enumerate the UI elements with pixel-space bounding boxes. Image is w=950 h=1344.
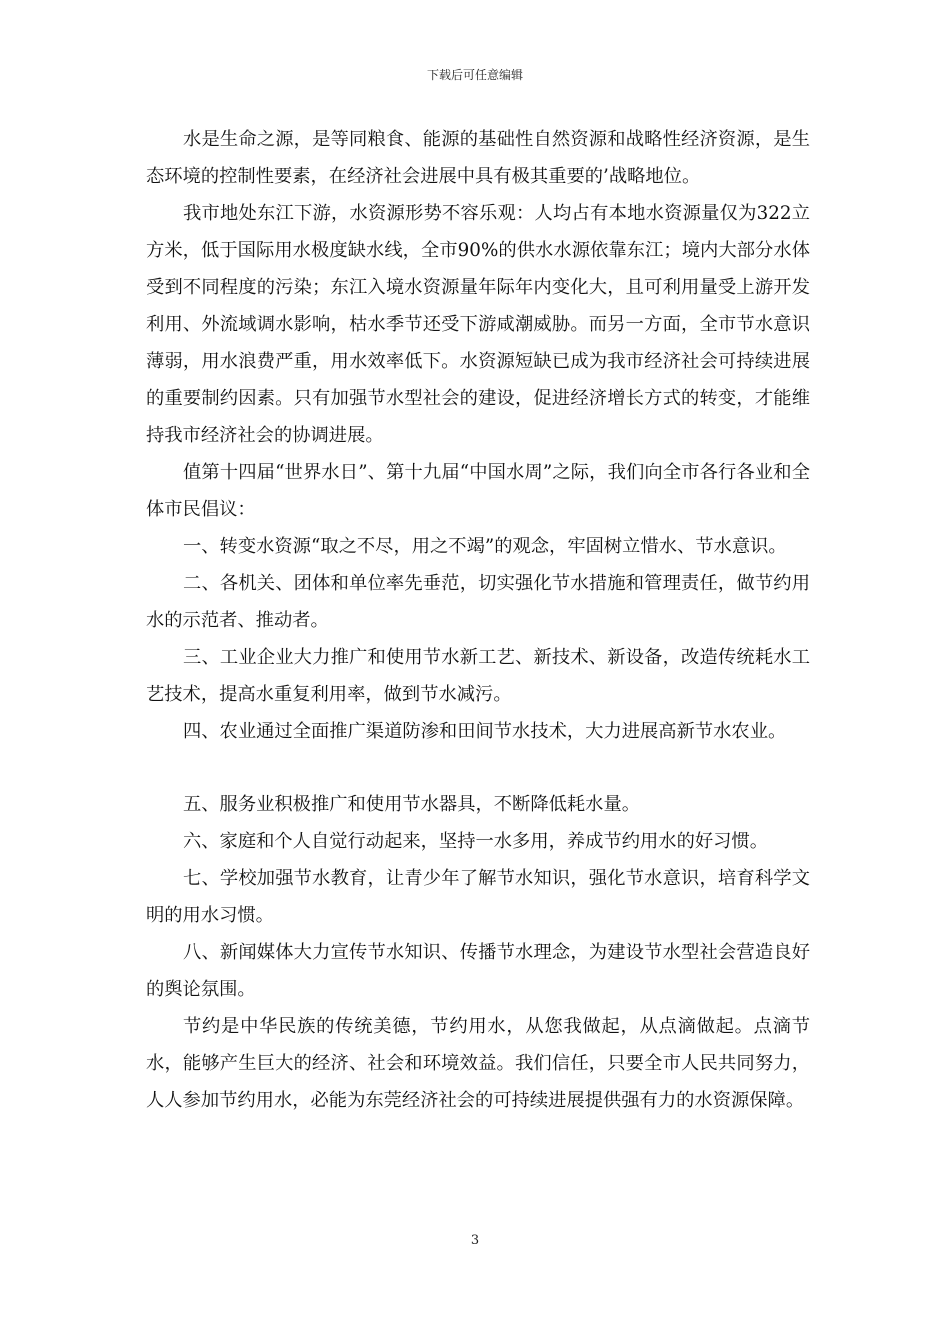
paragraph-item-2: 二、各机关、团体和单位率先垂范，切实强化节水措施和管理责任，做节约用水的示范者、推动者。 [146,573,810,631]
paragraph-item-3: 三、工业企业大力推广和使用节水新工艺、新技术、新设备，改造传统耗水工艺技术，提高水重复利用率，做到节水减污。 [146,647,810,705]
paragraph-item-6: 六、家庭和个人自觉行动起来，坚持一水多用，养成节约用水的好习惯。 [183,831,768,852]
paragraph-water-situation: 我市地处东江下游，水资源形势不容乐观：人均占有本地水资源量仅为322立方米，低于国际用水极度缺水线，全市90%的供水水源依靠东江；境内大部分水体受到不同程度的污染；东江入境水资源量年际年内变化大，且可利用量受上游开发利用、外流域调水影响，枯水季节还受下游咸潮威胁。而另一方面，全市节水意识薄弱，用水浪费严重，用水效率低下。水资源短缺已成为我市经济社会可持续进展的重要制约因素。只有加强节水型社会的建设，促进经济增长方式的转变，才能维持我市经济社会的协调进展。 [146,203,810,446]
paragraph-item-4: 四、农业通过全面推广渠道防渗和田间节水技术，大力进展高新节水农业。 [183,721,787,742]
page-header: 下载后可任意编辑 [426,68,523,82]
paragraph-conclusion: 节约是中华民族的传统美德，节约用水，从您我做起，从点滴做起。点滴节水，能够产生巨大的经济、社会和环境效益。我们信任，只要全市人民共同努力，人人参加节约用水，必能为东莞经济社会的可持续进展提供强有力的水资源保障。 [146,1016,810,1111]
paragraph-proposal-intro: 值第十四届“世界水日”、第十九届“中国水周”之际，我们向全市各行各业和全体市民倡议： [146,462,810,520]
paragraph-item-5: 五、服务业积极推广和使用节水器具，不断降低耗水量。 [183,794,641,815]
page-number: 3 [470,1233,480,1248]
paragraph-intro: 水是生命之源，是等同粮食、能源的基础性自然资源和战略性经济资源，是生态环境的控制性要素，在经济社会进展中具有极其重要的’战略地位。 [146,129,810,187]
paragraph-item-1: 一、转变水资源“取之不尽，用之不竭”的观念，牢固树立惜水、节水意识。 [183,536,787,557]
paragraph-item-8: 八、新闻媒体大力宣传节水知识、传播节水理念，为建设节水型社会营造良好的舆论氛围。 [146,942,810,1000]
document-body [146,121,810,1119]
paragraph-item-7: 七、学校加强节水教育，让青少年了解节水知识，强化节水意识，培育科学文明的用水习惯。 [146,868,810,926]
